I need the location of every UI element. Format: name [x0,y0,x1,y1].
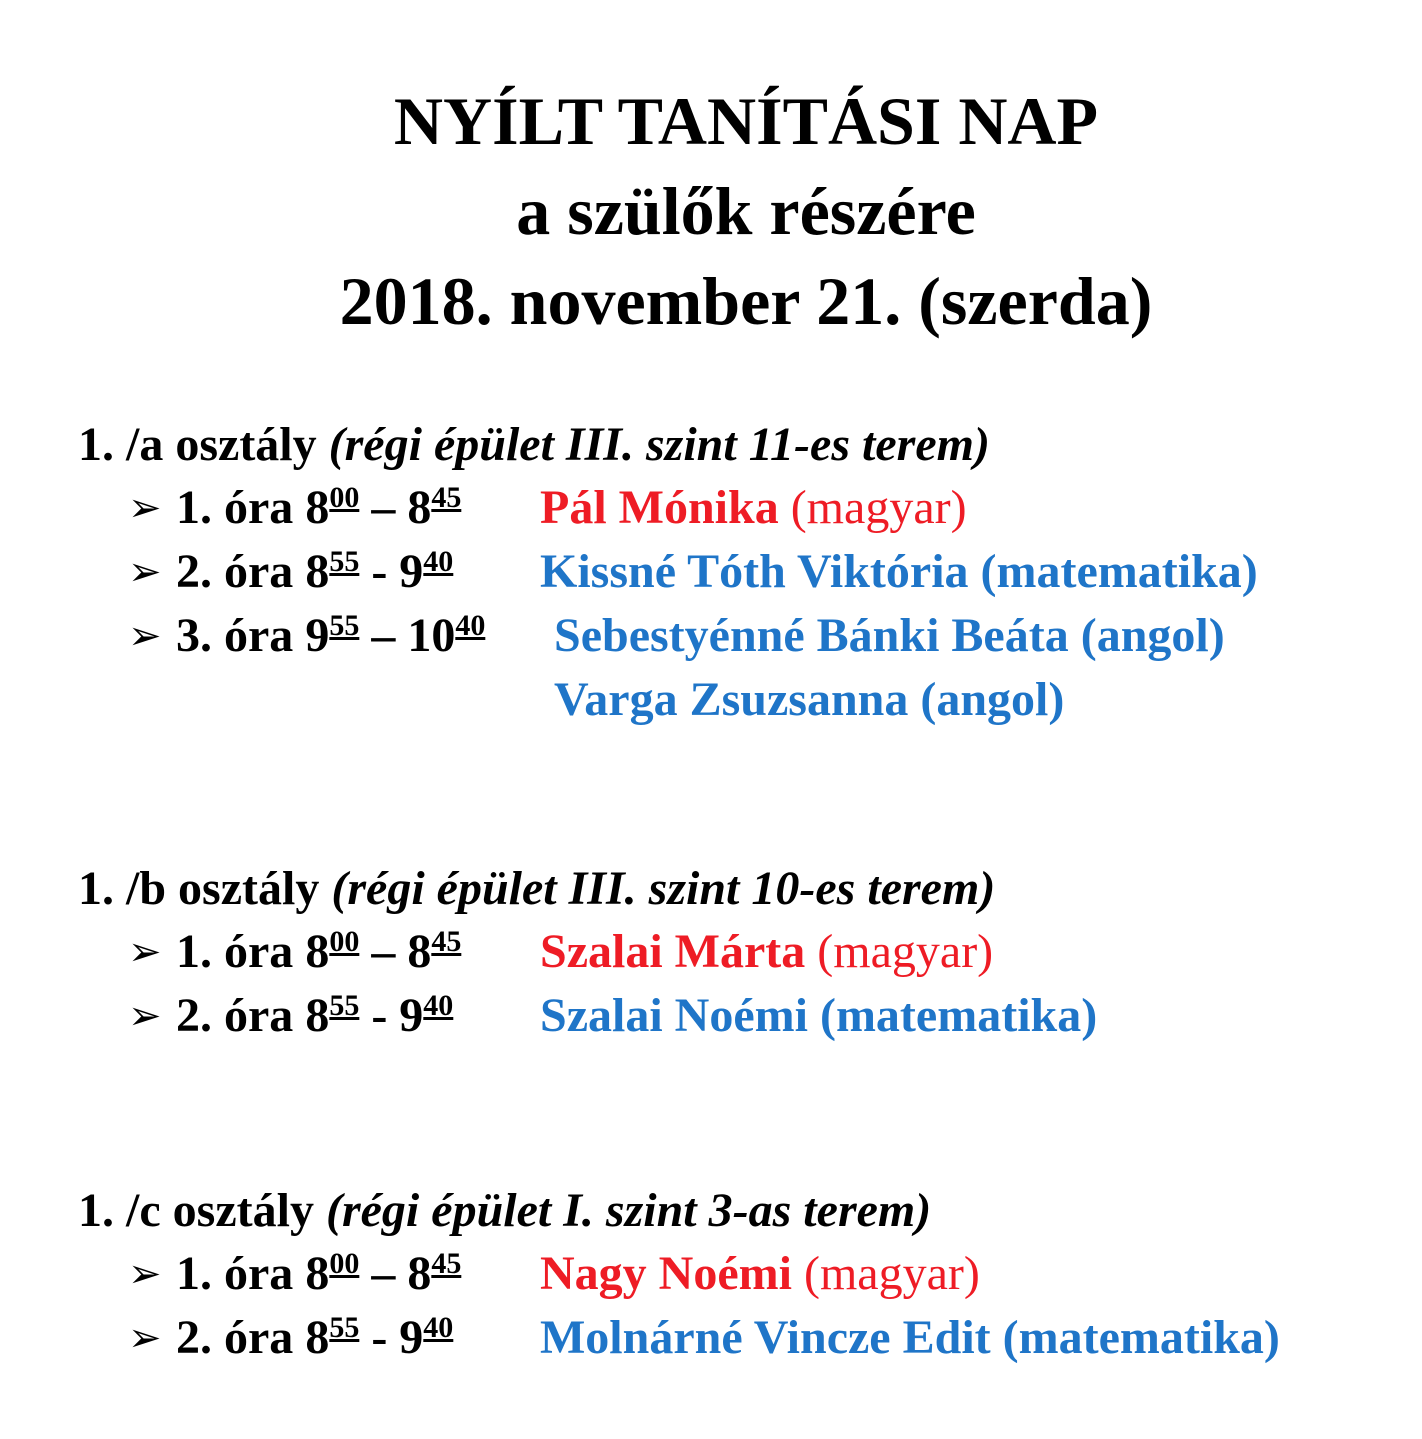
teacher-name: Kissné Tóth Viktória (matematika) [540,545,1258,598]
page-subtitle: a szülők részére [516,173,976,249]
room-location: (régi épület III. szint 10-es terem) [331,862,996,915]
room-location: (régi épület III. szint 11-es terem) [328,418,990,471]
lesson-time: 1. óra $8^{00} - 8^{45}$ [176,925,462,978]
lesson-time: 1. óra $8^{00} - 8^{45}$ [176,481,462,534]
arrow-bullet-icon: ➢ [128,929,162,975]
teacher-name: Varga Zsuzsanna (angol) [554,673,1065,726]
lesson-time: 2. óra $8^{55} - 9^{40}$ [176,545,454,598]
class-label: 1. /c osztály [78,1184,314,1237]
lesson-time: 3. óra $9^{55} - 10^{40}$ [176,609,486,662]
room-location: (régi épület I. szint 3-as terem) [325,1184,932,1237]
lesson-row-extra-teacher [78,668,1418,732]
teacher-name: Pál Mónika (magyar) [540,481,967,534]
lesson-time: 2. óra $8^{55} - 9^{40}$ [176,1311,454,1364]
event-date: 2018. november 21. (szerda) [339,263,1153,339]
class-heading [78,1180,1418,1242]
teacher-name: Szalai Márta (magyar) [540,925,994,978]
subject-label: (magyar) [790,481,967,534]
page-header [0,76,1422,346]
class-label: 1. /a osztály [78,418,317,471]
arrow-bullet-icon: ➢ [128,1251,162,1297]
class-section-1b [78,858,1418,1048]
class-heading [78,414,1418,476]
lesson-row [78,920,1418,984]
class-section-1c [78,1180,1418,1370]
lesson-time: 1. óra $8^{00} - 8^{45}$ [176,1247,462,1300]
teacher-name: Sebestyénné Bánki Beáta (angol) [554,609,1225,662]
subject-label: (magyar) [803,1247,980,1300]
teacher-name: Szalai Noémi (matematika) [540,989,1098,1042]
arrow-bullet-icon: ➢ [128,613,162,659]
lesson-row [78,1306,1418,1370]
teacher-name: Molnárné Vincze Edit (matematika) [540,1311,1280,1364]
lesson-row [78,604,1418,668]
arrow-bullet-icon: ➢ [128,993,162,1039]
arrow-bullet-icon: ➢ [128,1315,162,1361]
page-title: NYÍLT TANÍTÁSI NAP [393,83,1099,159]
class-label: 1. /b osztály [78,862,320,915]
teacher-name: Nagy Noémi (magyar) [540,1247,980,1300]
lesson-row [78,476,1418,540]
subject-label: (magyar) [817,925,994,978]
lesson-row [78,540,1418,604]
lesson-row [78,984,1418,1048]
arrow-bullet-icon: ➢ [128,485,162,531]
lesson-time: 2. óra $8^{55} - 9^{40}$ [176,989,454,1042]
class-heading [78,858,1418,920]
class-section-1a [78,414,1418,732]
lesson-row [78,1242,1418,1306]
arrow-bullet-icon: ➢ [128,549,162,595]
